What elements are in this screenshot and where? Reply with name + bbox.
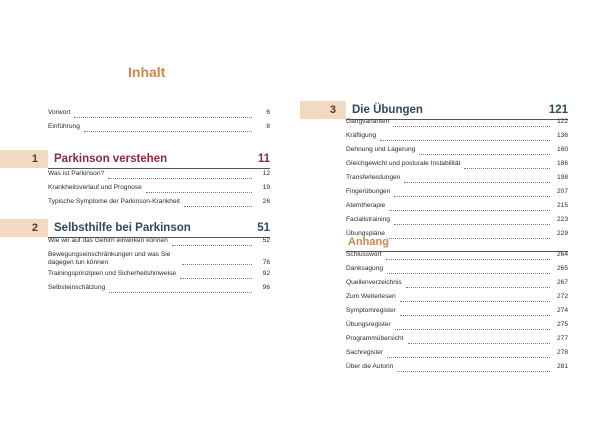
- toc-entry-label: Wie wir auf das Gehirn einwirken können: [48, 237, 168, 244]
- toc-entry[interactable]: [346, 360, 568, 374]
- leader-dots: [74, 112, 252, 118]
- toc-entry[interactable]: [48, 181, 270, 195]
- leader-dots: [180, 273, 252, 279]
- toc-entry[interactable]: [346, 115, 568, 129]
- toc-entry[interactable]: [48, 167, 270, 181]
- toc-entry[interactable]: [48, 267, 270, 281]
- appendix-title[interactable]: Anhang: [348, 236, 389, 248]
- toc-entry-label: Übungspläne: [346, 230, 385, 237]
- toc-entry[interactable]: [48, 248, 270, 267]
- toc-entry-page: 278: [556, 349, 568, 356]
- toc-entry-page: 92: [262, 270, 270, 277]
- toc-entry-page: 136: [556, 132, 568, 139]
- toc-entry[interactable]: [346, 304, 568, 318]
- section-entries: [48, 167, 270, 209]
- leader-dots: [108, 173, 252, 179]
- section-page: 11: [257, 153, 270, 165]
- appendix-entries: [346, 248, 568, 374]
- leader-dots: [387, 352, 550, 358]
- section-title: Die Übungen: [352, 104, 423, 116]
- section-title: Parkinson verstehen: [54, 153, 168, 165]
- toc-entry-label: Symptomregister: [346, 307, 396, 314]
- toc-entry-label: Über die Autorin: [346, 363, 394, 370]
- toc-entry[interactable]: [346, 290, 568, 304]
- toc-entry-label: Zum Weiterlesen: [346, 293, 396, 300]
- toc-entry-label: Übungsregister: [346, 321, 391, 328]
- leader-dots: [408, 338, 550, 344]
- leader-dots: [182, 259, 252, 265]
- toc-entry-page: 76: [262, 259, 270, 266]
- leader-dots: [386, 254, 550, 260]
- toc-entry-label: Dehnung und Lagerung: [346, 146, 416, 153]
- toc-entry[interactable]: [346, 157, 568, 171]
- section-number-box: [0, 150, 48, 168]
- leader-dots: [387, 268, 550, 274]
- toc-entry[interactable]: [346, 213, 568, 227]
- toc-entry[interactable]: [346, 318, 568, 332]
- toc-entry-label: Was ist Parkinson?: [48, 170, 105, 177]
- toc-entry-page: 19: [262, 184, 270, 191]
- section-number-box: [0, 219, 48, 237]
- leader-dots: [380, 135, 550, 141]
- leader-dots: [184, 201, 252, 207]
- toc-entry-page: 265: [556, 265, 568, 272]
- toc-entry-page: 277: [556, 335, 568, 342]
- toc-entry-page: 215: [556, 202, 568, 209]
- toc-entry[interactable]: [346, 171, 568, 185]
- toc-entry-label: Sachregister: [346, 349, 384, 356]
- toc-entry-label: Danksagung: [346, 265, 384, 272]
- leader-dots: [109, 287, 252, 293]
- toc-entry-page: 26: [262, 198, 270, 205]
- toc-entry-page: 198: [556, 174, 568, 181]
- toc-entry-page: 267: [556, 279, 568, 286]
- toc-entry[interactable]: [48, 195, 270, 209]
- section-number: 2: [31, 222, 38, 234]
- toc-entry-label: Atemtherapie: [346, 202, 386, 209]
- section-number: 3: [329, 104, 336, 116]
- toc-entry[interactable]: [346, 332, 568, 346]
- toc-entry-label: Bewegungseinschränkungen und was Sie dagegen tun können: [48, 251, 171, 266]
- toc-entry-label: Gleichgewicht und posturale Instabilität: [346, 160, 461, 167]
- section-entries: [346, 115, 568, 241]
- toc-entry-label: Typische Symptome der Parkinson-Krankheit: [48, 198, 180, 205]
- leader-dots: [84, 126, 252, 132]
- toc-entry[interactable]: [346, 185, 568, 199]
- leader-dots: [393, 121, 550, 127]
- toc-entry-page: 275: [556, 321, 568, 328]
- toc-entry-label: Quellenverzeichnis: [346, 279, 402, 286]
- toc-entry-page: 207: [556, 188, 568, 195]
- toc-entry-page: 186: [556, 160, 568, 167]
- toc-entry[interactable]: [346, 199, 568, 213]
- section-entries: [48, 234, 270, 295]
- toc-entry[interactable]: [346, 248, 568, 262]
- toc-entry-label: Einführung: [48, 123, 80, 130]
- toc-entry[interactable]: [346, 262, 568, 276]
- toc-entry-page: 160: [556, 146, 568, 153]
- toc-entry[interactable]: [346, 143, 568, 157]
- leader-dots: [394, 191, 550, 197]
- toc-entry-label: Vorwort: [48, 109, 71, 116]
- toc-entry-label: Trainingsprinzipien und Sicherheitshinweise: [48, 270, 177, 277]
- toc-entry-label: Schlusswort: [346, 251, 382, 258]
- toc-entry-page: 264: [556, 251, 568, 258]
- toc-entry-label: Gangvarianten: [346, 118, 390, 125]
- leader-dots: [400, 296, 550, 302]
- toc-entry[interactable]: [346, 346, 568, 360]
- toc-entry-page: 8: [266, 123, 270, 130]
- toc-entry-page: 96: [262, 284, 270, 291]
- section-page: 51: [257, 222, 270, 234]
- toc-entry-page: 274: [556, 307, 568, 314]
- toc-entry-page: 12: [262, 170, 270, 177]
- front-matter-list: [48, 106, 270, 134]
- toc-entry-page: 281: [556, 363, 568, 370]
- toc-entry[interactable]: [48, 281, 270, 295]
- toc-entry-label: Kräftigung: [346, 132, 377, 139]
- toc-entry-page: 122: [556, 118, 568, 125]
- leader-dots: [146, 187, 252, 193]
- section-number: 1: [31, 153, 38, 165]
- leader-dots: [395, 324, 550, 330]
- page-title: Inhalt: [128, 64, 166, 80]
- toc-entry-label: Fingerübungen: [346, 188, 391, 195]
- leader-dots: [404, 177, 550, 183]
- leader-dots: [400, 310, 550, 316]
- section-heading[interactable]: [0, 150, 270, 168]
- toc-entry-label: Facialistraining: [346, 216, 390, 223]
- toc-entry-label: Transferleistungen: [346, 174, 401, 181]
- leader-dots: [406, 282, 550, 288]
- toc-entry-page: 52: [262, 237, 270, 244]
- leader-dots: [419, 149, 550, 155]
- toc-entry-page: 223: [556, 216, 568, 223]
- toc-entry[interactable]: [346, 276, 568, 290]
- leader-dots: [172, 240, 252, 246]
- toc-entry[interactable]: [346, 129, 568, 143]
- toc-entry-page: 6: [266, 109, 270, 116]
- leader-dots: [397, 366, 550, 372]
- toc-entry-page: 272: [556, 293, 568, 300]
- toc-entry-label: Krankheitsverlauf und Prognose: [48, 184, 142, 191]
- toc-entry[interactable]: [48, 234, 270, 248]
- toc-entry[interactable]: [48, 120, 270, 134]
- leader-dots: [389, 205, 550, 211]
- section-page: 121: [548, 104, 568, 116]
- toc-entry[interactable]: [48, 106, 270, 120]
- toc-entry-label: Selbsteinschätzung: [48, 284, 106, 291]
- leader-dots: [464, 163, 550, 169]
- leader-dots: [389, 233, 550, 239]
- section-title: Selbsthilfe bei Parkinson: [54, 222, 191, 234]
- toc-entry-page: 229: [556, 230, 568, 237]
- section-number-box: [300, 101, 346, 119]
- leader-dots: [394, 219, 550, 225]
- toc-entry-label: Programmübersicht: [346, 335, 404, 342]
